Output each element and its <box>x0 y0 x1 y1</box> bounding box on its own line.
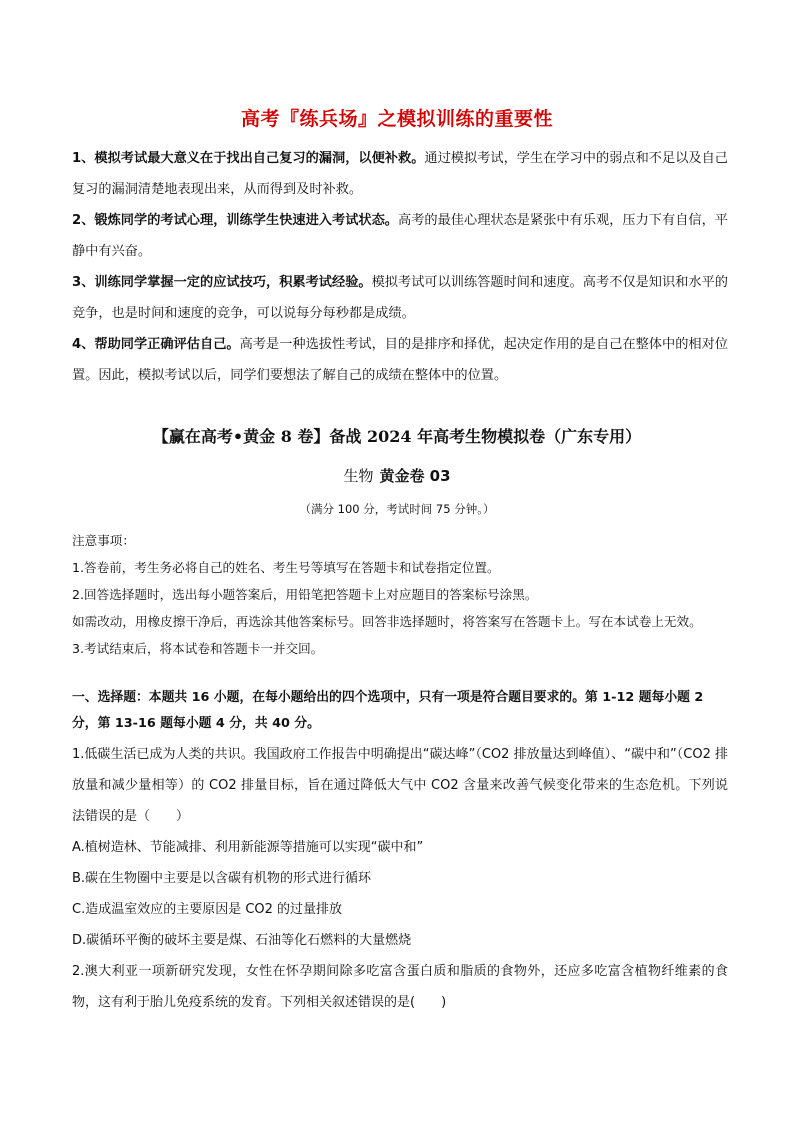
subject-name: 生物 <box>343 467 374 485</box>
intro-lead-4: 4、帮助同学正确评估自己。 <box>72 337 240 352</box>
intro-lead-3: 3、训练同学掌握一定的应试技巧，积累考试经验。 <box>72 275 372 290</box>
intro-lead-1: 1、模拟考试最大意义在于找出自己复习的漏洞，以便补救。 <box>72 151 425 166</box>
notice-item: 1.答卷前，考生务必将自己的姓名、考生号等填写在答题卡和试卷指定位置。 <box>72 560 500 575</box>
notice-item: 3.考试结束后，将本试卷和答题卡一并交回。 <box>72 641 324 656</box>
notice-section <box>72 527 728 662</box>
intro-paragraph-1 <box>72 143 728 205</box>
notice-heading: 注意事项： <box>72 533 135 548</box>
subject-line <box>0 465 794 486</box>
intro-paragraph-2 <box>72 205 728 267</box>
question-1-option-a: A.植树造林、节能减排、利用新能源等措施可以实现“碳中和” <box>72 840 424 855</box>
banner-title: 高考『练兵场』之模拟训练的重要性 <box>240 108 553 130</box>
paper-name: 黄金卷 03 <box>379 467 451 485</box>
exam-title: 【赢在高考•黄金 8 卷】备战 2024 年高考生物模拟卷（广东专用） <box>152 427 642 446</box>
intro-text-4: 高考是一种选拔性考试，目的是排序和择优，起决定作用的是自己在整体中的相对位置。因此，模拟考试以后，同学们要想法了解自己的成绩在整体中的位置。 <box>72 337 728 383</box>
intro-text-1: 通过模拟考试，学生在学习中的弱点和不足以及自己复习的漏洞清楚地表现出来，从而得到及时补救。 <box>72 151 728 197</box>
intro-paragraph-4 <box>72 329 728 391</box>
intro-section <box>72 143 728 391</box>
question-1-option-b: B.碳在生物圈中主要是以含碳有机物的形式进行循环 <box>72 871 372 886</box>
intro-text-2: 高考的最佳心理状态是紧张中有乐观，压力下有自信，平静中有兴奋。 <box>72 213 728 259</box>
intro-lead-2: 2、锻炼同学的考试心理，训练学生快速进入考试状态。 <box>72 213 398 228</box>
section-heading: 一、选择题：本题共 16 小题，在每小题给出的四个选项中，只有一项是符合题目要求的。第 1-12 题每小题 2 分，第 13-16 题每小题 4 分，共 40 分。 <box>72 690 704 731</box>
question-2-stem: 2.澳大利亚一项新研究发现，女性在怀孕期间除多吃富含蛋白质和脂质的食物外，还应多吃富含植物纤维素的食物，这有利于胎儿免疫系统的发育。下列相关叙述错误的是( ) <box>72 964 728 1010</box>
exam-meta: （满分 100 分，考试时间 75 分钟。） <box>299 502 495 516</box>
question-1-option-d: D.碳循环平衡的破坏主要是煤、石油等化石燃料的大量燃烧 <box>72 933 412 948</box>
intro-paragraph-3 <box>72 267 728 329</box>
intro-text-3: 模拟考试可以训练答题时间和速度。高考不仅是知识和水平的竞争，也是时间和速度的竞争，可以说每分每秒都是成绩。 <box>72 275 728 321</box>
question-1-stem: 1.低碳生活已成为人类的共识。我国政府工作报告中明确提出“碳达峰”（CO2 排放量达到峰值）、“碳中和”（CO2 排放量和减少量相等）的 CO2 排量目标，旨在通过降低大气中 CO2 含量来改善气候变化带来的生态危机。下列说法错误的是（ ） <box>72 747 728 824</box>
question-1-option-c: C.造成温室效应的主要原因是 CO2 的过量排放 <box>72 902 343 917</box>
questions-section <box>72 739 728 1018</box>
notice-item: 如需改动，用橡皮擦干净后，再选涂其他答案标号。回答非选择题时，将答案写在答题卡上。写在本试卷上无效。 <box>72 614 702 629</box>
notice-item: 2.回答选择题时，选出每小题答案后，用铅笔把答题卡上对应题目的答案标号涂黑。 <box>72 587 538 602</box>
